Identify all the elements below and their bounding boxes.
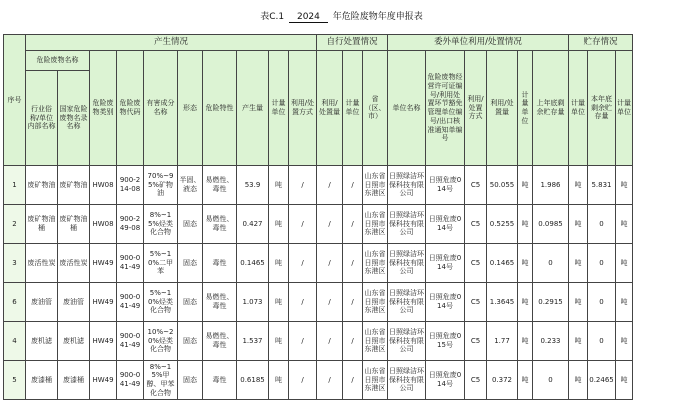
header-ent-unit[interactable]: 计量单位: [518, 51, 533, 166]
cell-unit[interactable]: 吨: [269, 361, 289, 400]
cell-self-amount[interactable]: /: [317, 322, 343, 361]
cell-amount[interactable]: 0.6185: [237, 361, 269, 400]
cell-self-amount[interactable]: /: [317, 205, 343, 244]
cell-form[interactable]: 半固、液态: [178, 166, 203, 205]
header-hazard[interactable]: 危险特性: [203, 51, 237, 166]
cell-amount[interactable]: 1.537: [237, 322, 269, 361]
cell-national-name[interactable]: 废油管: [58, 283, 90, 322]
header-category[interactable]: 危险废物类别: [90, 51, 117, 166]
header-self-method[interactable]: 利用/处置方式: [289, 51, 317, 166]
cell-province[interactable]: 山东省日照市东港区: [363, 166, 388, 205]
cell-self-amount[interactable]: /: [317, 244, 343, 283]
cell-unit-name[interactable]: 日照绿洁环保科技有限公司: [388, 361, 426, 400]
cell-prev-unit[interactable]: 吨: [569, 322, 588, 361]
cell-curr-unit[interactable]: 吨: [616, 205, 633, 244]
cell-province[interactable]: 山东省日照市东港区: [363, 283, 388, 322]
title-suffix: 年危险废物年度申报表: [332, 12, 423, 22]
cell-hazard[interactable]: 毒性: [203, 244, 237, 283]
cell-ent-method[interactable]: C5: [465, 322, 487, 361]
cell-curr-unit[interactable]: 吨: [616, 244, 633, 283]
group-self-disposal[interactable]: 自行处置情况: [317, 35, 388, 51]
cell-category[interactable]: HW08: [90, 205, 117, 244]
cell-ent-unit[interactable]: 吨: [518, 244, 533, 283]
cell-seq[interactable]: 6: [4, 283, 26, 322]
header-prev-stock[interactable]: 上年底剩余贮存量: [533, 51, 569, 166]
cell-ent-amount[interactable]: 0.372: [487, 361, 518, 400]
header-curr-unit[interactable]: 计量单位: [616, 51, 633, 166]
cell-category[interactable]: HW49: [90, 322, 117, 361]
title-year[interactable]: 2024: [289, 12, 328, 23]
cell-hazard[interactable]: 易燃性、毒性: [203, 322, 237, 361]
table-row: [4, 322, 633, 361]
header-amount[interactable]: 产生量: [237, 51, 269, 166]
cell-code[interactable]: 900-214-08: [117, 166, 144, 205]
cell-unit-name[interactable]: 日照绿洁环保科技有限公司: [388, 283, 426, 322]
cell-category[interactable]: HW08: [90, 166, 117, 205]
cell-self-unit[interactable]: /: [343, 244, 363, 283]
cell-self-unit[interactable]: /: [343, 283, 363, 322]
cell-ent-method[interactable]: C5: [465, 244, 487, 283]
cell-code[interactable]: 900-041-49: [117, 283, 144, 322]
cell-curr-stock[interactable]: 0: [588, 244, 616, 283]
table-row: [4, 205, 633, 244]
header-industry-name[interactable]: 行业俗称/单位内部名称: [26, 71, 58, 166]
cell-ent-amount[interactable]: 1.3645: [487, 283, 518, 322]
cell-seq[interactable]: 1: [4, 166, 26, 205]
cell-code[interactable]: 900-041-49: [117, 322, 144, 361]
cell-form[interactable]: 固态: [178, 205, 203, 244]
cell-prev-unit[interactable]: 吨: [569, 361, 588, 400]
cell-code[interactable]: 900-041-49: [117, 361, 144, 400]
cell-ent-method[interactable]: C5: [465, 205, 487, 244]
cell-curr-unit[interactable]: 吨: [616, 166, 633, 205]
cell-harmful[interactable]: 10%~20%烃类化合物: [144, 322, 178, 361]
cell-prev-unit[interactable]: 吨: [569, 244, 588, 283]
cell-ent-unit[interactable]: 吨: [518, 283, 533, 322]
table-title: [0, 9, 683, 23]
group-production[interactable]: 产生情况: [26, 35, 317, 51]
cell-province[interactable]: 山东省日照市东港区: [363, 244, 388, 283]
cell-self-method[interactable]: /: [289, 205, 317, 244]
cell-self-unit[interactable]: /: [343, 361, 363, 400]
cell-category[interactable]: HW49: [90, 283, 117, 322]
cell-ent-unit[interactable]: 吨: [518, 361, 533, 400]
cell-hazard[interactable]: 易燃性、毒性: [203, 166, 237, 205]
cell-amount[interactable]: 0.1465: [237, 244, 269, 283]
cell-unit[interactable]: 吨: [269, 244, 289, 283]
cell-unit[interactable]: 吨: [269, 205, 289, 244]
cell-category[interactable]: HW49: [90, 244, 117, 283]
cell-curr-unit[interactable]: 吨: [616, 322, 633, 361]
header-harmful[interactable]: 有害成分名称: [144, 51, 178, 166]
cell-self-method[interactable]: /: [289, 283, 317, 322]
cell-seq[interactable]: 3: [4, 244, 26, 283]
cell-prev-unit[interactable]: 吨: [569, 205, 588, 244]
cell-prev-stock[interactable]: 0: [533, 244, 569, 283]
cell-self-unit[interactable]: /: [343, 166, 363, 205]
cell-ent-unit[interactable]: 吨: [518, 205, 533, 244]
cell-prev-stock[interactable]: 0.233: [533, 322, 569, 361]
header-province[interactable]: 省（区、市）: [363, 51, 388, 166]
cell-self-method[interactable]: /: [289, 166, 317, 205]
cell-curr-unit[interactable]: 吨: [616, 361, 633, 400]
header-seq[interactable]: 序号: [4, 35, 26, 166]
cell-unit-name[interactable]: 日照绿洁环保科技有限公司: [388, 322, 426, 361]
cell-self-method[interactable]: /: [289, 361, 317, 400]
cell-code[interactable]: 900-249-08: [117, 205, 144, 244]
cell-harmful[interactable]: 8%~15%烃类化合物: [144, 205, 178, 244]
cell-self-amount[interactable]: /: [317, 166, 343, 205]
cell-unit-name[interactable]: 日照绿洁环保科技有限公司: [388, 205, 426, 244]
header-self-unit[interactable]: 计量单位: [343, 51, 363, 166]
cell-seq[interactable]: 5: [4, 361, 26, 400]
cell-self-method[interactable]: /: [289, 322, 317, 361]
table-row: [4, 244, 633, 283]
table-row: [4, 166, 633, 205]
header-code[interactable]: 危险废物代码: [117, 51, 144, 166]
title-prefix: 表C.1: [260, 12, 285, 22]
cell-industry-name[interactable]: 废矿物油桶: [26, 205, 58, 244]
cell-self-unit[interactable]: /: [343, 205, 363, 244]
cell-ent-unit[interactable]: 吨: [518, 322, 533, 361]
cell-curr-stock[interactable]: 0.2465: [588, 361, 616, 400]
cell-seq[interactable]: 2: [4, 205, 26, 244]
cell-national-name[interactable]: 废矿物油桶: [58, 205, 90, 244]
cell-unit-name[interactable]: 日照绿洁环保科技有限公司: [388, 166, 426, 205]
cell-national-name[interactable]: 废漆桶: [58, 361, 90, 400]
cell-license[interactable]: 日照危废014号: [426, 361, 465, 400]
header-national-name[interactable]: 国家危险废物名录名称: [58, 71, 90, 166]
header-ent-method[interactable]: 利用/处置方式: [465, 51, 487, 166]
cell-national-name[interactable]: 废矿物油: [58, 166, 90, 205]
cell-curr-stock[interactable]: 0: [588, 205, 616, 244]
cell-self-unit[interactable]: /: [343, 322, 363, 361]
cell-province[interactable]: 山东省日照市东港区: [363, 205, 388, 244]
header-self-amount[interactable]: 利用/处置量: [317, 51, 343, 166]
cell-industry-name[interactable]: 废机滤: [26, 322, 58, 361]
cell-ent-amount[interactable]: 0.5255: [487, 205, 518, 244]
header-unit-name[interactable]: 单位名称: [388, 51, 426, 166]
cell-hazard[interactable]: 毒性: [203, 361, 237, 400]
cell-industry-name[interactable]: 废油管: [26, 283, 58, 322]
cell-industry-name[interactable]: 废活性炭: [26, 244, 58, 283]
cell-ent-method[interactable]: C5: [465, 361, 487, 400]
cell-harmful[interactable]: 5%~10%二甲苯: [144, 244, 178, 283]
cell-national-name[interactable]: 废活性炭: [58, 244, 90, 283]
cell-curr-stock[interactable]: 5.831: [588, 166, 616, 205]
header-license[interactable]: 危险废物经营许可证编号/利用处置环节豁免管理单位编号/出口核准通知单编号: [426, 51, 465, 166]
cell-ent-amount[interactable]: 50.055: [487, 166, 518, 205]
cell-harmful[interactable]: 70%~95%矿物油: [144, 166, 178, 205]
header-unit[interactable]: 计量单位: [269, 51, 289, 166]
header-ent-amount[interactable]: 利用/处置量: [487, 51, 518, 166]
cell-self-amount[interactable]: /: [317, 283, 343, 322]
cell-prev-stock[interactable]: 0: [533, 361, 569, 400]
table-row: [4, 283, 633, 322]
table-row: [4, 361, 633, 400]
cell-curr-stock[interactable]: 0: [588, 283, 616, 322]
cell-industry-name[interactable]: 废漆桶: [26, 361, 58, 400]
cell-prev-stock[interactable]: 1.986: [533, 166, 569, 205]
cell-amount[interactable]: 0.427: [237, 205, 269, 244]
cell-seq[interactable]: 4: [4, 322, 26, 361]
cell-hazard[interactable]: 易燃性、毒性: [203, 283, 237, 322]
cell-industry-name[interactable]: 废矿物油: [26, 166, 58, 205]
cell-unit[interactable]: 吨: [269, 322, 289, 361]
cell-self-method[interactable]: /: [289, 244, 317, 283]
cell-unit[interactable]: 吨: [269, 166, 289, 205]
cell-ent-amount[interactable]: 0.1465: [487, 244, 518, 283]
cell-unit-name[interactable]: 日照绿洁环保科技有限公司: [388, 244, 426, 283]
group-entrusted[interactable]: 委外单位利用/处置情况: [388, 35, 569, 51]
cell-category[interactable]: HW49: [90, 361, 117, 400]
cell-province[interactable]: 山东省日照市东港区: [363, 361, 388, 400]
cell-ent-method[interactable]: C5: [465, 166, 487, 205]
cell-province[interactable]: 山东省日照市东港区: [363, 322, 388, 361]
cell-prev-stock[interactable]: 0.0985: [533, 205, 569, 244]
cell-license[interactable]: 日照危废014号: [426, 166, 465, 205]
cell-harmful[interactable]: 8%~15%甲醇、甲苯化合物: [144, 361, 178, 400]
cell-form[interactable]: 固态: [178, 244, 203, 283]
cell-code[interactable]: 900-041-49: [117, 244, 144, 283]
header-curr-stock[interactable]: 本年底剩余贮存量: [588, 51, 616, 166]
cell-harmful[interactable]: 5%~10%烃类化合物: [144, 283, 178, 322]
cell-license[interactable]: 日照危废014号: [426, 283, 465, 322]
cell-hazard[interactable]: 易燃性、毒性: [203, 205, 237, 244]
header-form[interactable]: 形态: [178, 51, 203, 166]
cell-unit[interactable]: 吨: [269, 283, 289, 322]
cell-prev-unit[interactable]: 吨: [569, 166, 588, 205]
cell-ent-amount[interactable]: 1.77: [487, 322, 518, 361]
cell-prev-unit[interactable]: 吨: [569, 283, 588, 322]
cell-prev-stock[interactable]: 0.2915: [533, 283, 569, 322]
cell-license[interactable]: 日照危废015号: [426, 322, 465, 361]
waste-report-table: [3, 34, 633, 400]
cell-curr-stock[interactable]: 0: [588, 322, 616, 361]
header-prev-unit[interactable]: 计量单位: [569, 51, 588, 166]
cell-form[interactable]: 固态: [178, 283, 203, 322]
cell-amount[interactable]: 1.073: [237, 283, 269, 322]
cell-ent-unit[interactable]: 吨: [518, 166, 533, 205]
cell-self-amount[interactable]: /: [317, 361, 343, 400]
cell-license[interactable]: 日照危废014号: [426, 244, 465, 283]
group-storage[interactable]: 贮存情况: [569, 35, 633, 51]
cell-curr-unit[interactable]: 吨: [616, 283, 633, 322]
cell-ent-method[interactable]: C5: [465, 283, 487, 322]
cell-amount[interactable]: 53.9: [237, 166, 269, 205]
cell-form[interactable]: 固态: [178, 322, 203, 361]
cell-license[interactable]: 日照危废014号: [426, 205, 465, 244]
header-waste-name[interactable]: 危险废物名称: [26, 51, 90, 71]
cell-form[interactable]: 固态: [178, 361, 203, 400]
cell-national-name[interactable]: 废机滤: [58, 322, 90, 361]
